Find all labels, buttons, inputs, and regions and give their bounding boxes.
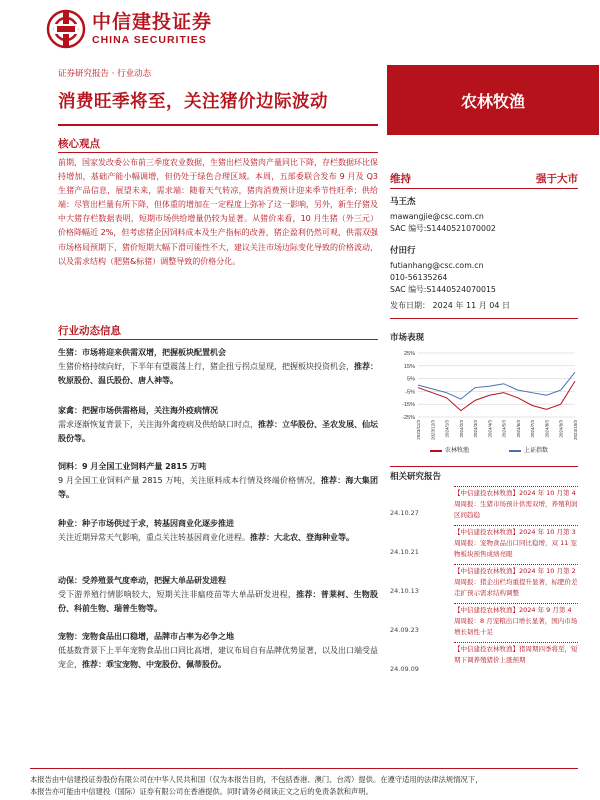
related-report-date: 24.09.23	[390, 626, 419, 634]
core-heading: 核心观点	[58, 138, 100, 150]
related-report-date: 24.09.09	[390, 665, 419, 673]
chart-y-tick: -25%	[402, 415, 415, 421]
related-report-link[interactable]: 【中信建投农林牧渔】2024 年 9 月第 4 周周报：8 月宠粮出口增长显著，国内市场增长韧性十足	[454, 603, 578, 638]
dynamics-item-title: 宠物：宠物食品出口稳增，品牌市占率为必争之地	[58, 632, 234, 641]
legend-label: 农林牧渔	[445, 447, 470, 454]
brand-emblem-icon	[46, 9, 86, 49]
chart-y-tick: 15%	[403, 363, 415, 370]
dynamics-item-rec: 推荐：乖宝宠物、中宠股份、佩蒂股份。	[82, 660, 226, 670]
legend-swatch	[509, 450, 521, 452]
industry-banner: 农林牧渔	[387, 65, 599, 135]
dynamics-item-body: 9 月全国工业饲料产量 2815 万吨，关注原料成本行情及终端价格情况，	[58, 476, 321, 486]
related-report-row[interactable]	[390, 603, 580, 638]
chart-x-tick: 2024/5/3	[501, 420, 507, 438]
related-report-date: 24.10.13	[390, 587, 419, 595]
dynamics-item-title: 种业：种子市场供过于求，转基因商业化逐步推进	[58, 519, 234, 528]
dynamics-item-body: 生猪价格持续向好，下半年有望震荡上行，猪企扭亏拐点显现，把握板块投资机会，	[58, 362, 354, 372]
related-heading: 相关研究报告	[390, 472, 442, 482]
dynamics-item-rec: 推荐：普莱柯、生物股份、科前生物、瑞普生物等。	[58, 590, 379, 614]
chart-x-tick: 2024/4/3	[487, 420, 493, 438]
analyst-email[interactable]: mawangjie@csc.com.cn	[390, 212, 484, 221]
related-report-date: 24.10.21	[390, 548, 419, 556]
related-report-row[interactable]	[390, 525, 580, 560]
page-title: 消费旺季将至，关注猪价边际波动	[58, 92, 328, 112]
chart-x-tick: 2024/9/3	[558, 420, 564, 438]
chart-series-line	[418, 372, 575, 399]
dynamics-item-body: 受下游养殖行情影响较大，短期关注非瘟疫苗等大单品研发进程，	[58, 590, 297, 600]
related-report-date: 24.10.27	[390, 509, 419, 517]
dynamics-heading: 行业动态信息	[58, 325, 121, 337]
dynamics-item-title: 家禽：把握市场供需格局，关注海外疫病情况	[58, 406, 218, 415]
analyst-phone: 010-56135264	[390, 273, 448, 282]
rating-divider	[390, 188, 578, 189]
footer-line: 本报告亦可能由中信建投（国际）证券有限公司在香港提供。同时请务必阅读正文之后的免责条款和声明。	[30, 787, 373, 796]
rating-row	[390, 171, 578, 186]
dynamics-item	[58, 460, 378, 503]
analyst-name: 付田行	[390, 246, 416, 256]
core-divider	[58, 152, 378, 153]
legend-swatch	[430, 450, 442, 452]
legend-item	[509, 445, 548, 454]
legend-label: 上证指数	[524, 447, 549, 454]
analyst-name: 马王杰	[390, 197, 416, 207]
dynamics-item-rec: 推荐：立华股份、圣农发展、仙坛股份等。	[58, 420, 378, 444]
chart-y-tick: 25%	[403, 351, 415, 357]
related-report-link[interactable]: 【中信建投农林牧渔】2024 年 10 月第 2 周周报：猪企出栏均重提升显著，标肥价差走扩预示需求结构调整	[454, 564, 578, 599]
chart-x-tick: 2024/2/3	[458, 420, 464, 438]
dynamics-item-title: 动保：受养殖景气度牵动，把握大单品研发进程	[58, 576, 226, 585]
related-report-row[interactable]	[390, 642, 580, 675]
dynamics-item-rec: 推荐：大北农、登海种业等。	[250, 533, 354, 543]
chart-x-tick: 2024/1/3	[444, 420, 450, 438]
chart-legend	[430, 445, 548, 454]
market-chart	[390, 345, 580, 460]
publish-date: 发布日期： 2024 年 11 月 04 日	[390, 301, 510, 310]
chart-x-tick: 2024/3/3	[473, 420, 479, 438]
title-divider	[58, 124, 378, 126]
brand-name-cn: 中信建投证券	[92, 10, 213, 33]
analyst-sac: SAC 编号:S1440521070002	[390, 224, 496, 233]
market-heading: 市场表现	[390, 333, 425, 343]
chart-y-tick: -15%	[402, 402, 415, 409]
related-report-link[interactable]: 【中信建投农林牧渔】猪周期四季将至，短期下调养殖猪价上涨预期	[454, 642, 578, 675]
related-reports-list	[390, 486, 580, 679]
rating-value: 强于大市	[536, 173, 578, 185]
dynamics-item-title: 饲料：9 月全国工业饲料产量 2815 万吨	[58, 462, 207, 471]
rating-label: 维持	[390, 173, 411, 185]
brand-name-en: CHINA SECURITIES	[92, 33, 207, 46]
dynamics-item	[58, 574, 378, 617]
chart-x-tick: 2023/12/3	[430, 420, 436, 441]
date-divider	[390, 318, 578, 319]
dynamics-item-rec: 推荐：牧原股份、温氏股份、唐人神等。	[58, 362, 378, 386]
footer-disclaimer	[30, 774, 590, 798]
related-divider-top	[390, 466, 578, 467]
dynamics-item-title: 生猪：市场将迎来供需双增，把握板块配置机会	[58, 348, 226, 357]
analyst-email[interactable]: futianhang@csc.com.cn	[390, 261, 484, 270]
dynamics-item-rec: 推荐：海大集团等。	[58, 476, 378, 500]
dynamics-item-body: 关注近期异常天气影响，重点关注转基因商业化进程。	[58, 533, 250, 543]
chart-x-tick: 2024/10/3	[573, 420, 578, 441]
footer-line: 本报告由中信建投证券股份有限公司在中华人民共和国（仅为本报告目的，不包括香港、澳门、台湾）提供。在遵守适用的法律法规情况下，	[30, 775, 483, 784]
related-report-row[interactable]	[390, 564, 580, 599]
footer-divider	[30, 768, 578, 769]
chart-x-tick: 2024/8/3	[544, 420, 550, 438]
related-report-link[interactable]: 【中信建投农林牧渔】2024 年 10 月第 4 周周报：生猪市场预计供需双增，养殖利润区间趋稳	[454, 486, 578, 521]
dynamics-item	[58, 404, 378, 447]
dynamics-item	[58, 517, 378, 545]
dynamics-item	[58, 630, 378, 673]
chart-y-tick: -5%	[405, 389, 415, 396]
chart-x-tick: 2023/11/3	[416, 420, 421, 440]
chart-x-tick: 2024/6/3	[515, 420, 521, 438]
dynamics-item-body: 低基数背景下上半年宠物食品出口同比高增，建议布局自有品牌优势显著，以及出口端受益宠企，	[58, 646, 378, 670]
analyst-block	[390, 244, 580, 296]
analyst-block	[390, 195, 580, 235]
related-report-link[interactable]: 【中信建投农林牧渔】2024 年 10 月第 3 周周报：宠物食品出口同比稳增，双 11 宠物板块预售成绩亮眼	[454, 525, 578, 560]
brand-logo	[46, 8, 212, 50]
dynamics-item-body: 需求逐渐恢复背景下，关注海外禽疫病及供给缺口时点，	[58, 420, 258, 430]
chart-x-tick: 2024/7/3	[530, 420, 536, 438]
dynamics-divider	[58, 339, 378, 340]
related-report-row[interactable]	[390, 486, 580, 521]
core-text: 前期，国家发改委公布前三季度农业数据，生猪出栏及猪肉产量同比下降，存栏数据环比保持增加，基础产能小幅调增，但仍处于绿色合理区域。本周，五部委联合发布 9 月及 Q3 生猪产品信息，展望未来，需求端：随着天气转凉，猪肉消费预计迎来季节性旺季；供给端：尽管出栏量有所下降，但体重的增加在一定程度上弥补了这一影响，另外，新生仔猪及中大猪存栏数据表明，短期市场供给增量仍较为显著。从猪价来看，10 月生猪（外三元）价格降幅近 2%，但考虑猪企因饲料成本及生产指标的改善，猪企盈利仍然可观，供需双强市场格局预期下，猪价短期大幅下滑可能性不大，建议关注市场边际变化导致的价格波动，以及需求结构（肥猪&标猪）调整导致的价格分化。	[58, 158, 378, 266]
dynamics-item	[58, 346, 378, 389]
legend-item	[430, 445, 469, 454]
breadcrumb: 证券研究报告 · 行业动态	[58, 69, 152, 79]
analyst-sac: SAC 编号:S1440524070015	[390, 285, 496, 294]
chart-y-tick: 5%	[407, 376, 415, 383]
chart-series-line	[418, 381, 575, 410]
